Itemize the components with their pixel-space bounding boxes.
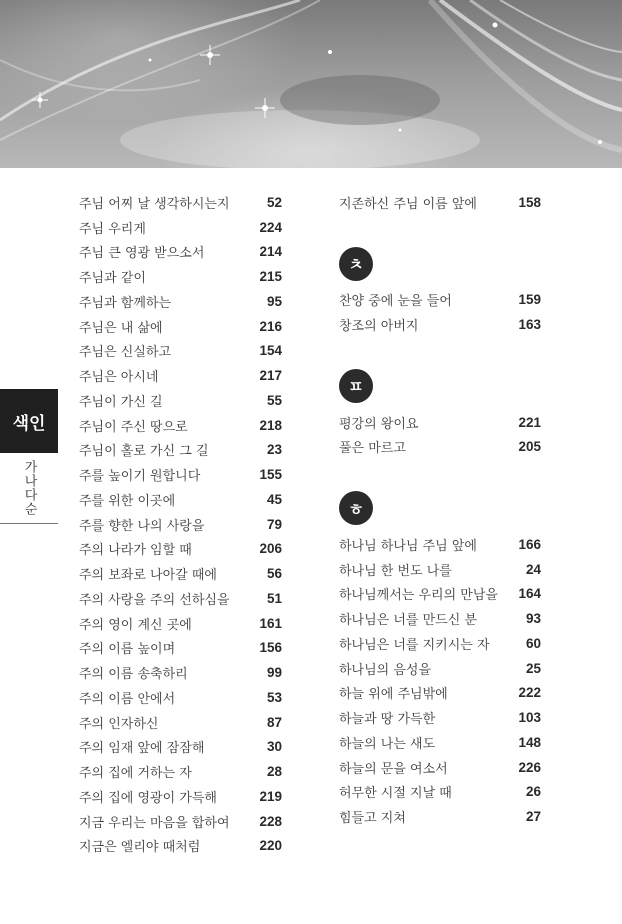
index-entry[interactable] bbox=[79, 314, 282, 339]
entry-title: 주님 어찌 날 생각하시는지 bbox=[79, 196, 230, 212]
entry-page-number: 99 bbox=[266, 665, 282, 681]
entry-title: 주님 우리게 bbox=[79, 221, 146, 237]
entry-page-number: 52 bbox=[266, 194, 282, 210]
entry-page-number: 28 bbox=[266, 764, 282, 780]
entry-title: 주의 보좌로 나아갈 때에 bbox=[79, 568, 217, 584]
header-banner-image bbox=[0, 0, 622, 168]
index-entry[interactable] bbox=[79, 240, 282, 265]
index-entry[interactable] bbox=[339, 631, 541, 656]
entry-page-number: 155 bbox=[259, 467, 282, 483]
entry-page-number: 218 bbox=[259, 417, 282, 433]
entry-title: 창조의 아버지 bbox=[339, 319, 419, 335]
entry-page-number: 163 bbox=[518, 317, 541, 333]
section-letter-badge: ㅍ bbox=[339, 369, 373, 403]
index-entry[interactable] bbox=[79, 264, 282, 289]
entry-page-number: 45 bbox=[266, 491, 282, 507]
entry-title: 주의 나라가 임할 때 bbox=[79, 543, 192, 559]
entry-title: 주님과 같이 bbox=[79, 271, 146, 287]
entry-page-number: 103 bbox=[518, 710, 541, 726]
entry-title: 하늘 위에 주님밖에 bbox=[339, 687, 448, 703]
entry-title: 하늘의 나는 새도 bbox=[339, 736, 436, 752]
index-entry[interactable] bbox=[339, 312, 541, 337]
index-entry[interactable] bbox=[339, 435, 541, 460]
entry-page-number: 55 bbox=[266, 392, 282, 408]
index-entry[interactable] bbox=[79, 339, 282, 364]
entry-page-number: 56 bbox=[266, 566, 282, 582]
section-header bbox=[339, 484, 541, 532]
entry-page-number: 30 bbox=[266, 739, 282, 755]
entry-title: 하나님은 너를 지키시는 자 bbox=[339, 637, 490, 653]
entry-page-number: 215 bbox=[259, 269, 282, 285]
entry-page-number: 24 bbox=[525, 561, 541, 577]
entry-title: 하나님의 음성을 bbox=[339, 662, 432, 678]
index-entry[interactable] bbox=[339, 410, 541, 435]
entry-title: 주를 높이기 원합니다 bbox=[79, 469, 201, 485]
entry-page-number: 206 bbox=[259, 541, 282, 557]
entry-page-number: 23 bbox=[266, 442, 282, 458]
section-letter-badge: ㅊ bbox=[339, 247, 373, 281]
entry-title: 힘들고 지쳐 bbox=[339, 811, 406, 827]
space-nebula-illustration bbox=[0, 0, 622, 168]
entry-title: 주의 이름 안에서 bbox=[79, 691, 176, 707]
entry-page-number: 224 bbox=[259, 219, 282, 235]
index-entry[interactable] bbox=[79, 685, 282, 710]
entry-page-number: 60 bbox=[525, 635, 541, 651]
entry-page-number: 161 bbox=[259, 615, 282, 631]
entry-page-number: 226 bbox=[518, 759, 541, 775]
index-entry[interactable] bbox=[79, 759, 282, 784]
index-entry[interactable] bbox=[339, 804, 541, 829]
index-entry[interactable] bbox=[79, 512, 282, 537]
section-letter-badge: ㅎ bbox=[339, 491, 373, 525]
entry-page-number: 217 bbox=[259, 368, 282, 384]
entry-page-number: 228 bbox=[259, 813, 282, 829]
index-entry[interactable] bbox=[79, 413, 282, 438]
index-entry[interactable] bbox=[79, 784, 282, 809]
entry-title: 풀은 마르고 bbox=[339, 441, 406, 457]
index-entry[interactable] bbox=[339, 190, 541, 215]
index-entry[interactable] bbox=[339, 288, 541, 313]
entry-title: 주님 큰 영광 받으소서 bbox=[79, 246, 205, 262]
index-entry[interactable] bbox=[79, 611, 282, 636]
index-entry[interactable] bbox=[79, 586, 282, 611]
index-entry[interactable] bbox=[79, 438, 282, 463]
entry-page-number: 222 bbox=[518, 685, 541, 701]
entry-title: 찬양 중에 눈을 들어 bbox=[339, 294, 452, 310]
entry-title: 주님이 홀로 가신 그 길 bbox=[79, 444, 209, 460]
entry-page-number: 216 bbox=[259, 318, 282, 334]
entry-page-number: 214 bbox=[259, 244, 282, 260]
entry-title: 주님이 가신 길 bbox=[79, 394, 163, 410]
entry-page-number: 87 bbox=[266, 714, 282, 730]
entry-title: 허무한 시절 지날 때 bbox=[339, 786, 452, 802]
entry-title: 주님은 아시네 bbox=[79, 370, 159, 386]
index-entry[interactable] bbox=[79, 834, 282, 859]
entry-title: 하나님 하나님 주님 앞에 bbox=[339, 538, 477, 554]
entry-page-number: 53 bbox=[266, 689, 282, 705]
entry-page-number: 164 bbox=[518, 586, 541, 602]
entry-page-number: 95 bbox=[266, 293, 282, 309]
entry-title: 하늘과 땅 가득한 bbox=[339, 712, 436, 728]
index-entry[interactable] bbox=[79, 289, 282, 314]
entry-title: 주의 집에 영광이 가득해 bbox=[79, 790, 217, 806]
entry-title: 주님은 내 삶에 bbox=[79, 320, 163, 336]
sort-order-text: 가나다순 bbox=[21, 460, 37, 516]
entry-title: 지존하신 주님 이름 앞에 bbox=[339, 196, 477, 212]
entry-title: 주님이 주신 땅으로 bbox=[79, 419, 188, 435]
index-entry[interactable] bbox=[339, 532, 541, 557]
entry-title: 지금 우리는 마음을 합하여 bbox=[79, 815, 230, 831]
index-right-column bbox=[339, 190, 541, 829]
entry-title: 주의 이름 높이며 bbox=[79, 642, 176, 658]
index-tab-label: 색인 bbox=[12, 413, 46, 434]
index-entry[interactable] bbox=[79, 537, 282, 562]
entry-page-number: 219 bbox=[259, 788, 282, 804]
entry-title: 하나님 한 번도 나를 bbox=[339, 563, 452, 579]
index-entry[interactable] bbox=[79, 561, 282, 586]
entry-page-number: 148 bbox=[518, 734, 541, 750]
index-entry[interactable] bbox=[339, 730, 541, 755]
entry-page-number: 205 bbox=[518, 439, 541, 455]
entry-page-number: 159 bbox=[518, 292, 541, 308]
entry-title: 평강의 왕이요 bbox=[339, 416, 419, 432]
entry-page-number: 79 bbox=[266, 516, 282, 532]
index-entry[interactable] bbox=[79, 660, 282, 685]
entry-title: 주의 사랑을 주의 선하심을 bbox=[79, 592, 230, 608]
entry-page-number: 158 bbox=[518, 194, 541, 210]
entry-title: 주의 인자하신 bbox=[79, 716, 159, 732]
index-entry[interactable] bbox=[79, 735, 282, 760]
entry-page-number: 25 bbox=[525, 660, 541, 676]
index-entry[interactable] bbox=[339, 656, 541, 681]
index-entry[interactable] bbox=[339, 755, 541, 780]
index-entry[interactable] bbox=[339, 780, 541, 805]
index-entry[interactable] bbox=[339, 681, 541, 706]
index-entry[interactable] bbox=[79, 636, 282, 661]
entry-title: 지금은 엘리야 때처럼 bbox=[79, 840, 201, 856]
entry-page-number: 51 bbox=[266, 590, 282, 606]
index-left-column bbox=[79, 190, 282, 858]
entry-page-number: 26 bbox=[525, 784, 541, 800]
index-entry[interactable] bbox=[339, 705, 541, 730]
entry-title: 주를 향한 나의 사랑을 bbox=[79, 518, 205, 534]
entry-title: 하나님은 너를 만드신 분 bbox=[339, 613, 477, 629]
entry-title: 하나님께서는 우리의 만남을 bbox=[339, 588, 498, 604]
entry-page-number: 27 bbox=[525, 809, 541, 825]
entry-page-number: 93 bbox=[525, 611, 541, 627]
entry-page-number: 221 bbox=[518, 414, 541, 430]
entry-title: 주를 위한 이곳에 bbox=[79, 493, 176, 509]
entry-title: 주의 임재 앞에 잠잠해 bbox=[79, 741, 205, 757]
index-entry[interactable] bbox=[339, 557, 541, 582]
entry-page-number: 220 bbox=[259, 838, 282, 854]
index-entry[interactable] bbox=[79, 190, 282, 215]
index-entry[interactable] bbox=[79, 215, 282, 240]
entry-page-number: 156 bbox=[259, 640, 282, 656]
section-header bbox=[339, 240, 541, 288]
entry-title: 주님은 신실하고 bbox=[79, 345, 172, 361]
entry-title: 주의 영이 계신 곳에 bbox=[79, 617, 192, 633]
index-tab[interactable] bbox=[0, 389, 58, 453]
index-entry[interactable] bbox=[79, 388, 282, 413]
sort-order-label bbox=[0, 453, 58, 524]
index-entry[interactable] bbox=[339, 582, 541, 607]
entry-title: 하늘의 문을 여소서 bbox=[339, 761, 448, 777]
entry-page-number: 166 bbox=[518, 536, 541, 552]
index-entry[interactable] bbox=[79, 710, 282, 735]
entry-title: 주님과 함께하는 bbox=[79, 295, 172, 311]
entry-title: 주의 집에 거하는 자 bbox=[79, 766, 192, 782]
index-entry[interactable] bbox=[79, 487, 282, 512]
section-header bbox=[339, 362, 541, 410]
entry-page-number: 154 bbox=[259, 343, 282, 359]
entry-title: 주의 이름 송축하리 bbox=[79, 667, 188, 683]
index-entry[interactable] bbox=[79, 363, 282, 388]
index-entry[interactable] bbox=[79, 809, 282, 834]
index-entry[interactable] bbox=[339, 606, 541, 631]
index-entry[interactable] bbox=[79, 462, 282, 487]
